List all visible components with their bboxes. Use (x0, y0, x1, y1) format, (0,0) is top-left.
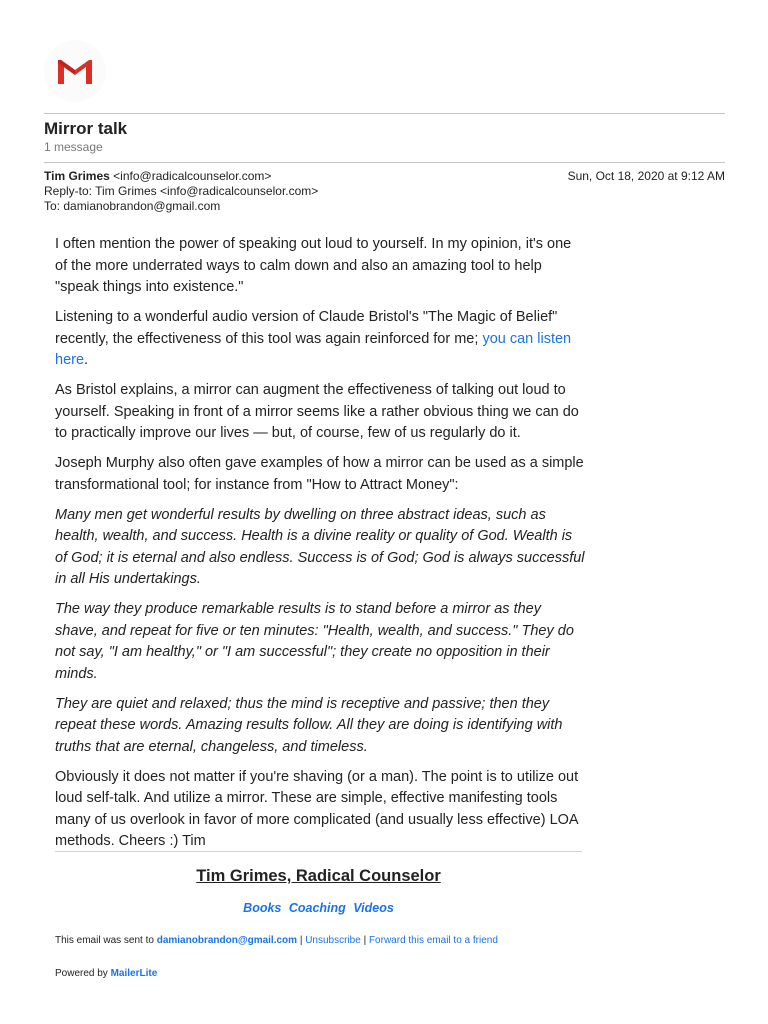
reply-to-line: Reply-to: Tim Grimes <info@radicalcounselor.com> (44, 184, 319, 198)
unsubscribe-link[interactable]: Unsubscribe (305, 935, 361, 946)
email-date: Sun, Oct 18, 2020 at 9:12 AM (567, 169, 725, 183)
separator: | (360, 935, 369, 946)
paragraph-2-text: Listening to a wonderful audio version of Claude Bristol's "The Magic of Belief" recently, the effectiveness of this tool was again reinforced for me; (55, 309, 558, 347)
paragraph-1: I often mention the power of speaking out loud to yourself. In my opinion, it's one of the more underrated ways to calm down and also an amazing tool to help "speak things into existence." (55, 236, 572, 295)
paragraph-5: Obviously it does not matter if you're shaving (or a man). The point is to utilize out loud self-talk. And utilize a mirror. These are simple, effective manifesting tools many of us overlook in favor of more complicated (and usually less effective) LOA methods. Cheers :) Tim (55, 768, 579, 849)
mailerlite-link[interactable]: MailerLite (110, 968, 158, 979)
gmail-logo-icon (55, 56, 95, 86)
recipient-email-link[interactable] (157, 935, 297, 946)
recipient-email: damianobrandon@gmail.com (156, 935, 298, 946)
paragraph-2-end: . (84, 352, 89, 368)
paragraph-4: Joseph Murphy also often gave examples of how a mirror can be used as a simple transformational tool; for instance from "How to Attract Money": (55, 455, 584, 493)
sender-email: <info@radicalcounselor.com> (113, 169, 272, 183)
header-divider (44, 162, 725, 163)
paragraph-3: As Bristol explains, a mirror can augment the effectiveness of talking out loud to yourself. Speaking in front of a mirror seems like a rather obvious thing we can do to practically improve our lives — but, of course, few of us regularly do it. (55, 382, 579, 441)
listen-here-link[interactable]: you can listen here (55, 330, 572, 368)
email-headers (44, 169, 318, 214)
gmail-logo (44, 40, 106, 102)
powered-by (55, 968, 157, 979)
email-subject: Mirror talk (44, 119, 128, 138)
sender-name: Tim Grimes (44, 169, 110, 183)
books-link[interactable]: Books (243, 901, 282, 915)
signature-links (55, 901, 582, 915)
separator: | (297, 935, 306, 946)
to-line: To: damianobrandon@gmail.com (44, 199, 221, 213)
powered-by-text: Powered by (55, 968, 111, 979)
quote-2: The way they produce remarkable results is to stand before a mirror as they shave, and repeat for five or ten minutes: "Health, wealth, and success." They do not say, "I am healthy," or "I am successful"; they create no opposition in their minds. (55, 601, 574, 682)
quote-1: Many men get wonderful results by dwelling on three abstract ideas, such as health, wealth, and success. Health is a divine reality or quality of God. Wealth is of God; it is eternal and also endless. Success is of God; God is always successful in all His undertakings. (55, 506, 585, 587)
signature-divider (55, 851, 582, 852)
videos-link[interactable]: Videos (353, 901, 394, 915)
paragraph-2 (55, 307, 585, 372)
coaching-link[interactable]: Coaching (288, 901, 346, 915)
top-divider (44, 113, 725, 114)
footer-line (55, 935, 498, 946)
email-body (55, 234, 585, 861)
sent-to-text: This email was sent to (55, 935, 157, 946)
from-line (44, 169, 318, 184)
quote-3: They are quiet and relaxed; thus the mind is receptive and passive; then they repeat these words. Amazing results follow. All they are doing is identifying with truths that are eternal, changeless, and timeless. (55, 695, 563, 755)
message-count: 1 message (44, 140, 103, 154)
forward-link[interactable]: Forward this email to a friend (368, 935, 498, 946)
signature-name[interactable]: Tim Grimes, Radical Counselor (196, 867, 441, 885)
